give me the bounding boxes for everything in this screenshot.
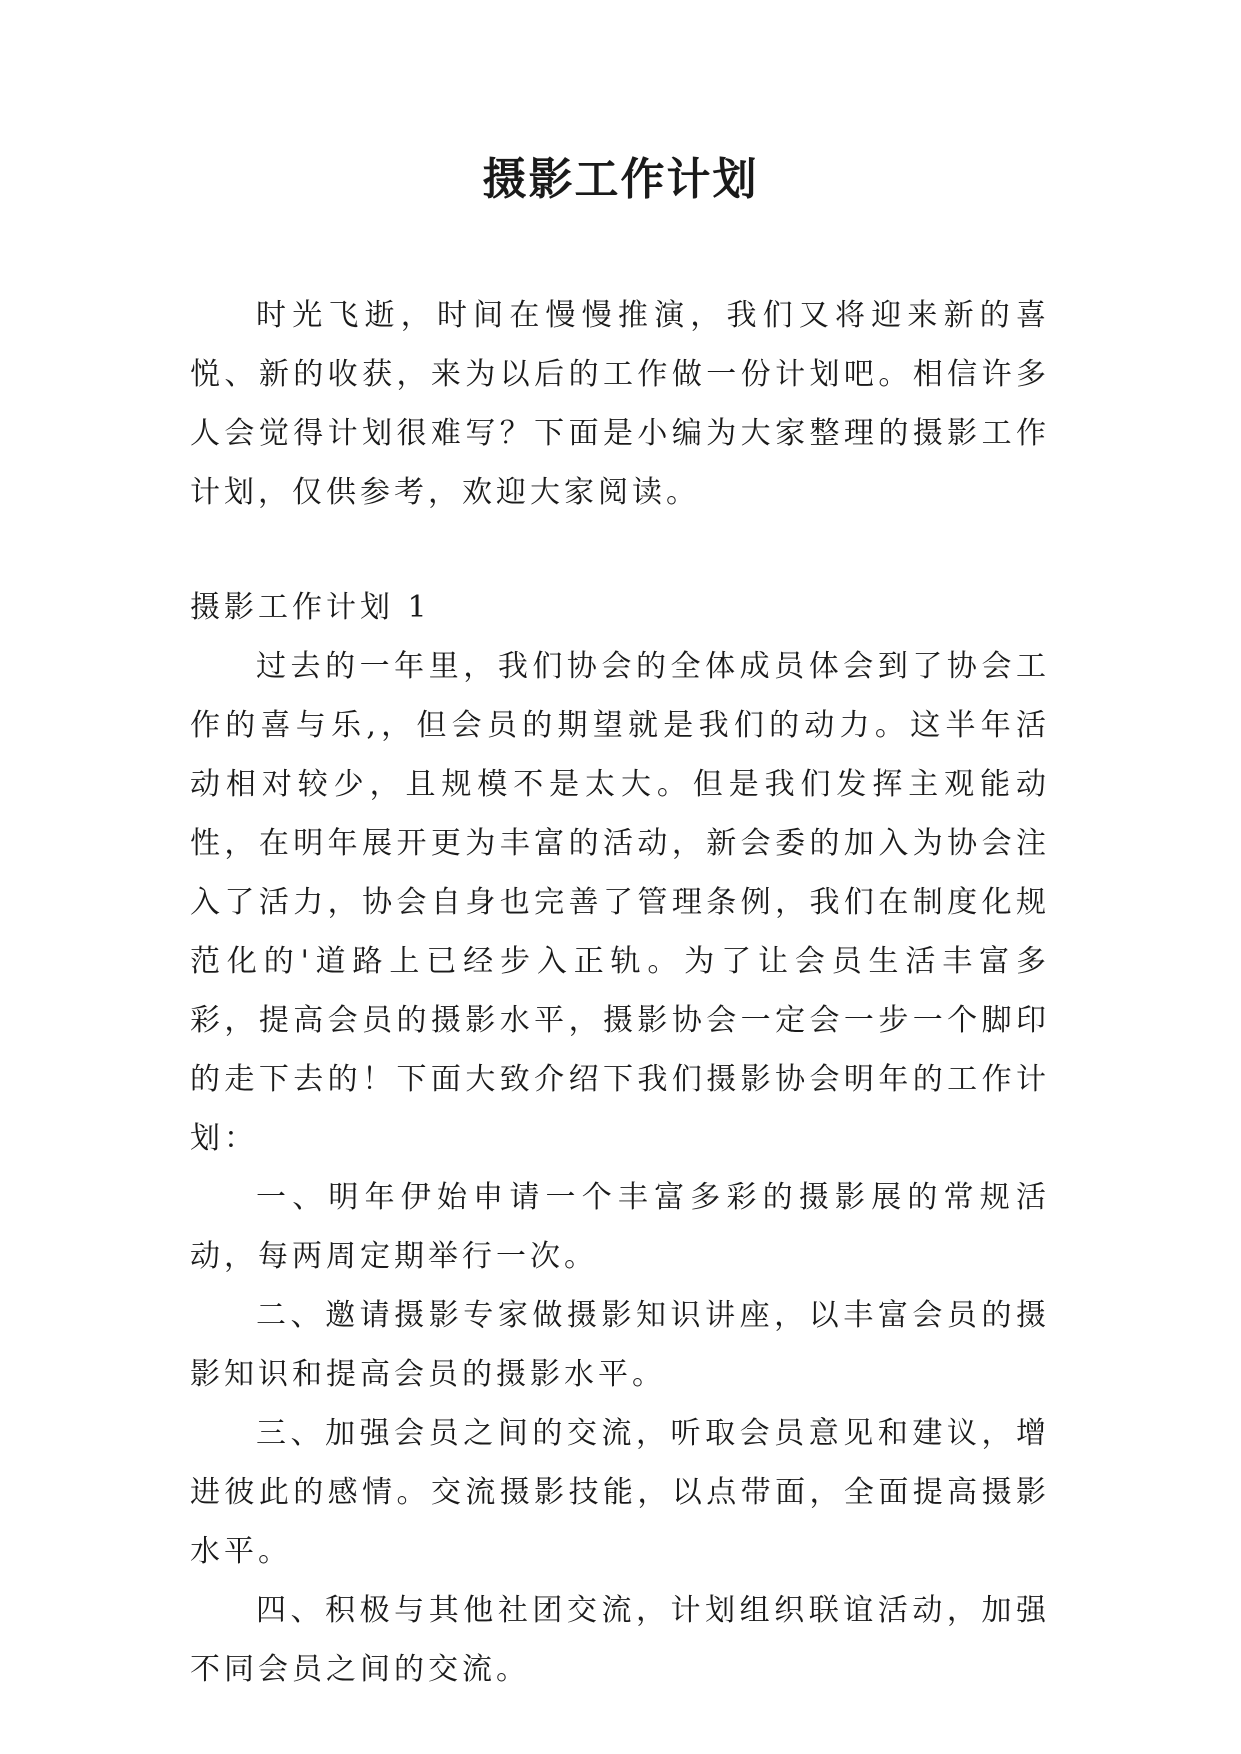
plan-item-3: 三、加强会员之间的交流，听取会员意见和建议，增进彼此的感情。交流摄影技能，以点带面，全面提高摄影水平。 xyxy=(190,1416,1050,1569)
section-paragraph: 过去的一年里，我们协会的全体成员体会到了协会工作的喜与乐,，但会员的期望就是我们的动力。这半年活动相对较少，且规模不是太大。但是我们发挥主观能动性，在明年展开更为丰富的活动，新会委的加入为协会注入了活力，协会自身也完善了管理条例，我们在制度化规范化的'道路上已经步入正轨。为了让会员生活丰富多彩，提高会员的摄影水平，摄影协会一定会一步一个脚印的走下去的！下面大致介绍下我们摄影协会明年的工作计划： xyxy=(190,649,1050,1156)
plan-item-1: 一、明年伊始申请一个丰富多彩的摄影展的常规活动，每两周定期举行一次。 xyxy=(190,1180,1050,1274)
section-heading: 摄影工作计划 1 xyxy=(190,590,431,625)
document-title: 摄影工作计划 xyxy=(482,154,759,205)
intro-paragraph: 时光飞逝，时间在慢慢推演，我们又将迎来新的喜悦、新的收获，来为以后的工作做一份计划吧。相信许多人会觉得计划很难写？下面是小编为大家整理的摄影工作计划，仅供参考，欢迎大家阅读。 xyxy=(190,298,1050,510)
plan-item-2: 二、邀请摄影专家做摄影知识讲座，以丰富会员的摄影知识和提高会员的摄影水平。 xyxy=(190,1298,1050,1392)
section-1 xyxy=(190,578,1050,1699)
plan-item-4: 四、积极与其他社团交流，计划组织联谊活动，加强不同会员之间的交流。 xyxy=(190,1593,1050,1687)
